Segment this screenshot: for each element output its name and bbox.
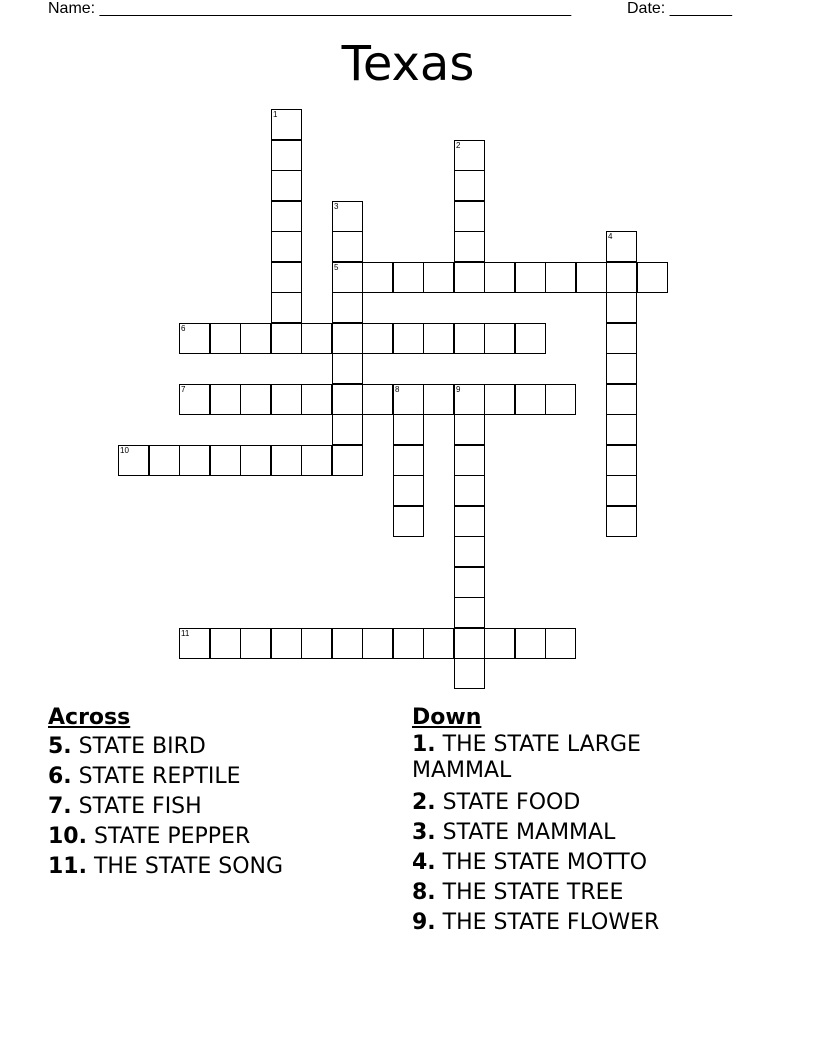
grid-cell[interactable] — [210, 323, 241, 354]
grid-cell[interactable] — [545, 384, 576, 415]
across-clue-11: 11. THE STATE SONG — [48, 854, 284, 879]
grid-cell[interactable] — [332, 201, 363, 232]
clue-number: 4 — [608, 232, 613, 241]
grid-cell[interactable] — [271, 201, 302, 232]
down-clue-4: 4. THE STATE MOTTO — [412, 850, 648, 875]
across-heading: Across — [48, 705, 131, 730]
page-title: Texas — [341, 36, 475, 92]
across-clues — [48, 704, 283, 882]
grid-cell[interactable] — [515, 323, 546, 354]
grid-cell[interactable] — [454, 658, 485, 689]
down-clue-8: 8. THE STATE TREE — [412, 880, 624, 905]
grid-cell[interactable] — [271, 109, 302, 140]
grid-cell[interactable] — [240, 323, 271, 354]
grid-cell[interactable] — [362, 628, 393, 659]
down-heading: Down — [412, 705, 482, 730]
grid-cell[interactable] — [301, 628, 332, 659]
grid-cell[interactable] — [179, 628, 210, 659]
clue-number: 7 — [181, 385, 186, 394]
grid-cell[interactable] — [393, 628, 424, 659]
grid-cell[interactable] — [393, 414, 424, 445]
grid-cell[interactable] — [301, 445, 332, 476]
grid-cell[interactable] — [271, 292, 302, 323]
down-clue-9: 9. THE STATE FLOWER — [412, 910, 660, 935]
grid-cell[interactable] — [393, 323, 424, 354]
down-clue-2: 2. STATE FOOD — [412, 790, 581, 815]
grid-cell[interactable] — [484, 323, 515, 354]
grid-cell[interactable] — [362, 384, 393, 415]
clue-number: 2 — [456, 141, 461, 150]
grid-cell[interactable] — [454, 384, 485, 415]
grid-cell[interactable] — [118, 445, 149, 476]
across-clue-5: 5. STATE BIRD — [48, 734, 206, 759]
grid-cell[interactable] — [332, 262, 363, 293]
grid-cell[interactable] — [606, 445, 637, 476]
grid-cell[interactable] — [454, 628, 485, 659]
grid-cell[interactable] — [484, 384, 515, 415]
grid-cell[interactable] — [332, 414, 363, 445]
grid-cell[interactable] — [332, 323, 363, 354]
grid-cell[interactable] — [271, 262, 302, 293]
grid-cell[interactable] — [606, 353, 637, 384]
grid-cell[interactable] — [332, 384, 363, 415]
grid-cell[interactable] — [393, 475, 424, 506]
grid-cell[interactable] — [454, 201, 485, 232]
grid-cell[interactable] — [423, 262, 454, 293]
grid-cell[interactable] — [515, 262, 546, 293]
down-clue-1: 1. THE STATE LARGE MAMMAL — [412, 732, 641, 783]
grid-cell[interactable] — [423, 384, 454, 415]
grid-cell[interactable] — [454, 231, 485, 262]
grid-cell[interactable] — [271, 445, 302, 476]
grid-cell[interactable] — [332, 353, 363, 384]
clue-number: 11 — [181, 629, 190, 638]
grid-cell[interactable] — [454, 567, 485, 598]
grid-cell[interactable] — [576, 262, 607, 293]
grid-cell[interactable] — [637, 262, 668, 293]
grid-cell[interactable] — [454, 475, 485, 506]
clue-number: 6 — [181, 324, 186, 333]
grid-cell[interactable] — [332, 445, 363, 476]
grid-cell[interactable] — [393, 506, 424, 537]
grid-cell[interactable] — [454, 262, 485, 293]
grid-cell[interactable] — [484, 262, 515, 293]
grid-cell[interactable] — [454, 323, 485, 354]
grid-cell[interactable] — [240, 628, 271, 659]
clue-number: 10 — [120, 446, 129, 455]
grid-cell[interactable] — [515, 628, 546, 659]
down-clues — [412, 704, 702, 938]
grid-cell[interactable] — [606, 231, 637, 262]
grid-cell[interactable] — [271, 140, 302, 171]
grid-cell[interactable] — [393, 384, 424, 415]
grid-cell[interactable] — [454, 140, 485, 171]
grid-cell[interactable] — [454, 597, 485, 628]
clue-number: 5 — [334, 263, 339, 272]
grid-cell[interactable] — [545, 262, 576, 293]
grid-cell[interactable] — [454, 506, 485, 537]
clue-number: 8 — [395, 385, 400, 394]
grid-cell[interactable] — [271, 170, 302, 201]
grid-cell[interactable] — [179, 384, 210, 415]
grid-cell[interactable] — [454, 536, 485, 567]
grid-cell[interactable] — [362, 262, 393, 293]
clue-number: 3 — [334, 202, 339, 211]
grid-cell[interactable] — [271, 628, 302, 659]
across-clue-7: 7. STATE FISH — [48, 794, 202, 819]
across-clue-10: 10. STATE PEPPER — [48, 824, 251, 849]
grid-cell[interactable] — [606, 475, 637, 506]
grid-cell[interactable] — [606, 323, 637, 354]
grid-cell[interactable] — [149, 445, 180, 476]
grid-cell[interactable] — [423, 628, 454, 659]
grid-cell[interactable] — [301, 323, 332, 354]
grid-cell[interactable] — [179, 323, 210, 354]
grid-cell[interactable] — [271, 384, 302, 415]
grid-cell[interactable] — [515, 384, 546, 415]
clue-number: 1 — [273, 110, 278, 119]
grid-cell[interactable] — [454, 170, 485, 201]
across-clue-6: 6. STATE REPTILE — [48, 764, 241, 789]
grid-cell[interactable] — [606, 262, 637, 293]
grid-cell[interactable] — [393, 445, 424, 476]
name-field-line[interactable]: Name: _____________________________________________________ — [48, 0, 572, 17]
grid-cell[interactable] — [332, 231, 363, 262]
grid-cell[interactable] — [454, 445, 485, 476]
grid-cell[interactable] — [545, 628, 576, 659]
grid-cell[interactable] — [179, 445, 210, 476]
grid-cell[interactable] — [240, 445, 271, 476]
grid-cell[interactable] — [423, 323, 454, 354]
grid-cell[interactable] — [606, 414, 637, 445]
date-field-line[interactable]: Date: _______ — [627, 0, 732, 17]
grid-cell[interactable] — [393, 262, 424, 293]
clue-number: 9 — [456, 385, 461, 394]
grid-cell[interactable] — [301, 384, 332, 415]
grid-cell[interactable] — [271, 231, 302, 262]
grid-cell[interactable] — [362, 323, 393, 354]
down-clue-3: 3. STATE MAMMAL — [412, 820, 616, 845]
grid-cell[interactable] — [484, 628, 515, 659]
grid-cell[interactable] — [210, 628, 241, 659]
grid-cell[interactable] — [454, 414, 485, 445]
grid-cell[interactable] — [210, 384, 241, 415]
grid-cell[interactable] — [332, 292, 363, 323]
grid-cell[interactable] — [332, 628, 363, 659]
grid-cell[interactable] — [210, 445, 241, 476]
grid-cell[interactable] — [606, 292, 637, 323]
grid-cell[interactable] — [606, 506, 637, 537]
grid-cell[interactable] — [606, 384, 637, 415]
grid-cell[interactable] — [271, 323, 302, 354]
grid-cell[interactable] — [240, 384, 271, 415]
